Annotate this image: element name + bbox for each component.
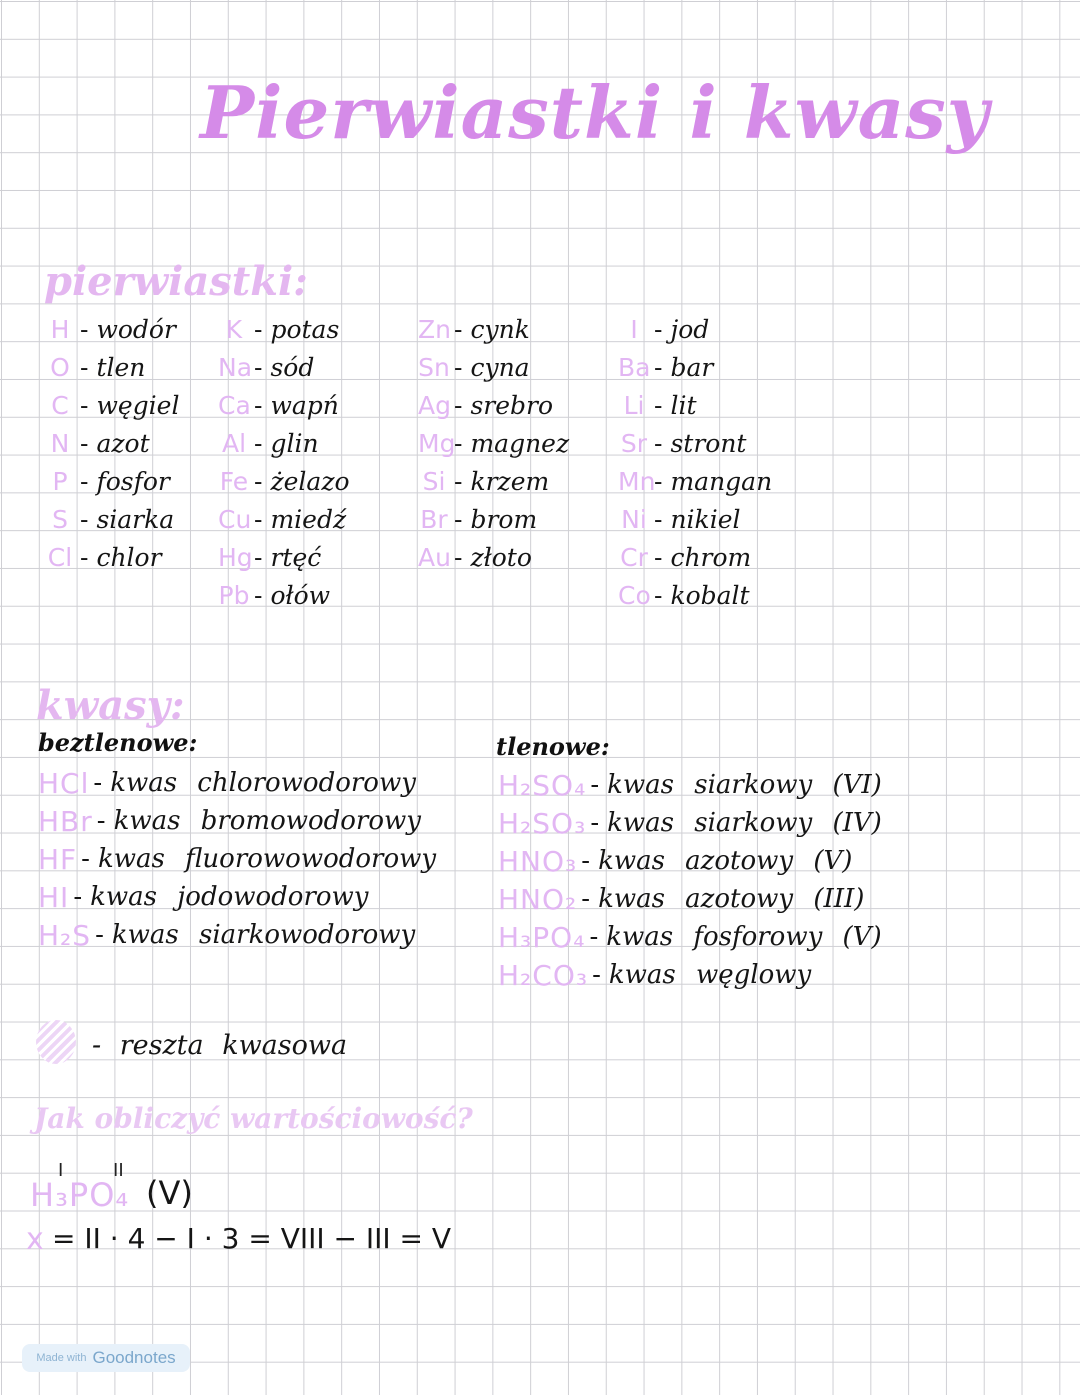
element-symbol: Au <box>418 542 451 572</box>
example-equation: = II · 4 − I · 3 = VIII − III = V <box>52 1222 452 1255</box>
legend-text: - reszta kwasowa <box>92 1030 348 1061</box>
dash: - <box>80 504 89 534</box>
dash: - <box>254 390 263 420</box>
dash: - <box>454 428 463 458</box>
acid-row <box>498 766 882 804</box>
element-symbol: Al <box>221 428 247 458</box>
dash: - <box>95 920 104 950</box>
acid-formula: HNO₂ <box>498 882 578 916</box>
acid-name: kwas bromowodorowy <box>113 806 421 836</box>
element-symbol: Mg <box>418 428 456 458</box>
acid-formula: H₂CO₃ <box>498 958 589 992</box>
element-symbol: Zn <box>418 314 451 344</box>
dash: - <box>80 314 89 344</box>
element-row <box>218 310 350 348</box>
dash: - <box>96 806 106 836</box>
acid-name: kwas węglowy <box>608 960 812 990</box>
acid-row <box>498 804 882 842</box>
acid-row <box>498 842 882 880</box>
acid-formula: HBr <box>38 804 93 838</box>
acid-row <box>498 956 882 994</box>
acid-formula: HNO₃ <box>498 844 578 878</box>
acid-row <box>498 918 882 956</box>
element-name: glin <box>270 428 319 458</box>
element-row <box>618 576 772 614</box>
element-row <box>418 386 569 424</box>
element-row <box>218 538 350 576</box>
acid-formula: HCl <box>38 766 90 800</box>
element-symbol: H <box>50 314 70 344</box>
acid-name: kwas siarkowy (VI) <box>607 770 882 800</box>
element-row <box>44 462 179 500</box>
element-symbol: Ag <box>418 390 451 420</box>
dash: - <box>454 352 463 382</box>
element-symbol: Ca <box>218 390 251 420</box>
element-row <box>618 424 772 462</box>
anoxy-acids-list <box>38 764 436 954</box>
element-name: stront <box>670 428 747 458</box>
page-title: Pierwiastki i kwasy <box>200 70 990 155</box>
dash: - <box>654 352 663 382</box>
anoxy-acids-heading: beztlenowe: <box>38 728 198 757</box>
acid-name: kwas fluorowowodorowy <box>97 844 437 874</box>
dash: - <box>73 882 83 912</box>
acid-formula: H₂S <box>38 918 92 952</box>
element-symbol: Si <box>422 466 446 496</box>
element-row <box>618 500 772 538</box>
oxy-acids-heading: tlenowe: <box>496 732 610 761</box>
acid-row <box>498 880 882 918</box>
element-symbol: K <box>225 314 243 344</box>
acid-name: kwas fosforowy (V) <box>606 922 882 952</box>
dash: - <box>80 428 89 458</box>
acid-name: kwas siarkowodorowy <box>111 920 416 950</box>
element-symbol: O <box>50 352 70 382</box>
dash: - <box>654 580 663 610</box>
element-row <box>418 310 569 348</box>
dash: - <box>592 960 601 990</box>
dash: - <box>81 844 90 874</box>
element-symbol: N <box>50 428 70 458</box>
element-row <box>218 424 350 462</box>
element-symbol: Cu <box>218 504 252 534</box>
acids-heading: kwasy: <box>36 682 185 729</box>
dash: - <box>254 314 263 344</box>
element-name: chrom <box>670 542 752 572</box>
element-symbol: Ni <box>621 504 647 534</box>
dash: - <box>254 352 263 382</box>
dash: - <box>254 542 263 572</box>
dash: - <box>590 808 600 838</box>
element-symbol: Fe <box>219 466 249 496</box>
element-name: siarka <box>96 504 175 534</box>
element-row <box>618 348 772 386</box>
element-row <box>218 462 350 500</box>
element-row <box>44 424 179 462</box>
acid-formula: HI <box>38 880 70 914</box>
dash: - <box>654 542 663 572</box>
element-row <box>418 462 569 500</box>
element-name: magnez <box>470 428 570 458</box>
element-name: węgiel <box>96 390 180 420</box>
element-symbol: Na <box>218 352 253 382</box>
element-name: kobalt <box>670 580 750 610</box>
element-name: krzem <box>470 466 550 496</box>
valence-question: Jak obliczyć wartościowość? <box>34 1102 473 1135</box>
valence-marks: I II <box>58 1160 124 1181</box>
dash: - <box>80 352 89 382</box>
element-name: nikiel <box>670 504 741 534</box>
element-name: potas <box>270 314 340 344</box>
example-formula: H₃PO₄ <box>30 1176 130 1214</box>
dash: - <box>654 314 663 344</box>
dash: - <box>654 390 663 420</box>
badge-brand: Goodnotes <box>92 1348 176 1367</box>
dash: - <box>454 466 463 496</box>
acid-name: kwas azotowy (III) <box>598 884 865 914</box>
element-symbol: Co <box>618 580 651 610</box>
dash: - <box>454 314 463 344</box>
example-result: (V) <box>146 1174 193 1212</box>
elements-heading: pierwiastki: <box>44 258 308 305</box>
acid-row <box>38 840 436 878</box>
element-symbol: Cl <box>47 542 73 572</box>
dash: - <box>654 504 663 534</box>
element-row <box>418 538 569 576</box>
element-name: rtęć <box>270 542 322 572</box>
oxy-acids-list <box>498 766 882 994</box>
element-symbol: Hg <box>218 542 253 572</box>
elements-column-1 <box>44 310 179 576</box>
elements-column-4 <box>618 310 772 614</box>
element-name: żelazo <box>270 466 350 496</box>
element-symbol: Li <box>623 390 645 420</box>
element-row <box>44 310 179 348</box>
acid-formula: HF <box>38 842 78 876</box>
element-row <box>218 386 350 424</box>
acid-row <box>38 802 436 840</box>
dash: - <box>254 504 263 534</box>
element-symbol: Pb <box>218 580 250 610</box>
element-row <box>218 348 350 386</box>
element-row <box>218 576 350 614</box>
element-name: miedź <box>270 504 347 534</box>
element-name: tlen <box>96 352 146 382</box>
elements-column-3 <box>418 310 569 576</box>
goodnotes-badge <box>22 1344 190 1372</box>
element-row <box>618 538 772 576</box>
dash: - <box>80 390 89 420</box>
element-row <box>44 538 179 576</box>
acid-name: kwas azotowy (V) <box>598 846 853 876</box>
element-name: jod <box>670 314 710 344</box>
element-name: lit <box>670 390 697 420</box>
element-name: ołów <box>270 580 331 610</box>
dash: - <box>581 846 591 876</box>
element-row <box>618 386 772 424</box>
element-name: srebro <box>470 390 554 420</box>
acid-row <box>38 916 436 954</box>
element-name: sód <box>270 352 315 382</box>
element-name: cyna <box>470 352 530 382</box>
element-name: chlor <box>96 542 162 572</box>
element-row <box>418 348 569 386</box>
element-name: brom <box>470 504 538 534</box>
dash: - <box>254 466 263 496</box>
acid-formula: H₂SO₄ <box>498 768 587 802</box>
element-symbol: P <box>52 466 68 496</box>
element-row <box>418 500 569 538</box>
dash: - <box>454 390 463 420</box>
element-row <box>218 500 350 538</box>
dash: - <box>654 466 663 496</box>
acid-name: kwas siarkowy (IV) <box>607 808 882 838</box>
badge-made-with: Made with <box>36 1352 87 1364</box>
dash: - <box>654 428 663 458</box>
element-symbol: Sr <box>620 428 648 458</box>
element-symbol: Sn <box>418 352 450 382</box>
dash: - <box>454 542 463 572</box>
dash: - <box>80 466 89 496</box>
dash: - <box>254 428 263 458</box>
element-symbol: C <box>51 390 69 420</box>
dash: - <box>93 768 103 798</box>
element-symbol: Br <box>420 504 448 534</box>
element-name: fosfor <box>96 466 170 496</box>
elements-column-2 <box>218 310 350 614</box>
element-name: wapń <box>270 390 339 420</box>
element-row <box>618 462 772 500</box>
element-row <box>44 500 179 538</box>
acid-residue-swatch <box>36 1020 76 1064</box>
example-x: x <box>26 1222 44 1257</box>
element-symbol: Cr <box>620 542 648 572</box>
acid-name: kwas jodowodorowy <box>90 882 369 912</box>
acid-formula: H₃PO₄ <box>498 920 586 954</box>
acid-formula: H₂SO₃ <box>498 806 587 840</box>
acid-row <box>38 764 436 802</box>
element-name: azot <box>96 428 150 458</box>
dash: - <box>590 770 600 800</box>
dash: - <box>589 922 599 952</box>
dash: - <box>581 884 591 914</box>
element-symbol: I <box>630 314 638 344</box>
element-name: bar <box>670 352 714 382</box>
element-symbol: S <box>52 504 68 534</box>
dash: - <box>454 504 463 534</box>
element-row <box>418 424 569 462</box>
acid-row <box>38 878 436 916</box>
element-name: cynk <box>470 314 530 344</box>
element-row <box>618 310 772 348</box>
element-name: złoto <box>470 542 532 572</box>
element-name: wodór <box>96 314 176 344</box>
element-name: mangan <box>670 466 773 496</box>
element-row <box>44 348 179 386</box>
acid-name: kwas chlorowodorowy <box>110 768 416 798</box>
element-symbol: Mn <box>618 466 656 496</box>
dash: - <box>80 542 89 572</box>
dash: - <box>254 580 263 610</box>
element-symbol: Ba <box>618 352 651 382</box>
element-row <box>44 386 179 424</box>
